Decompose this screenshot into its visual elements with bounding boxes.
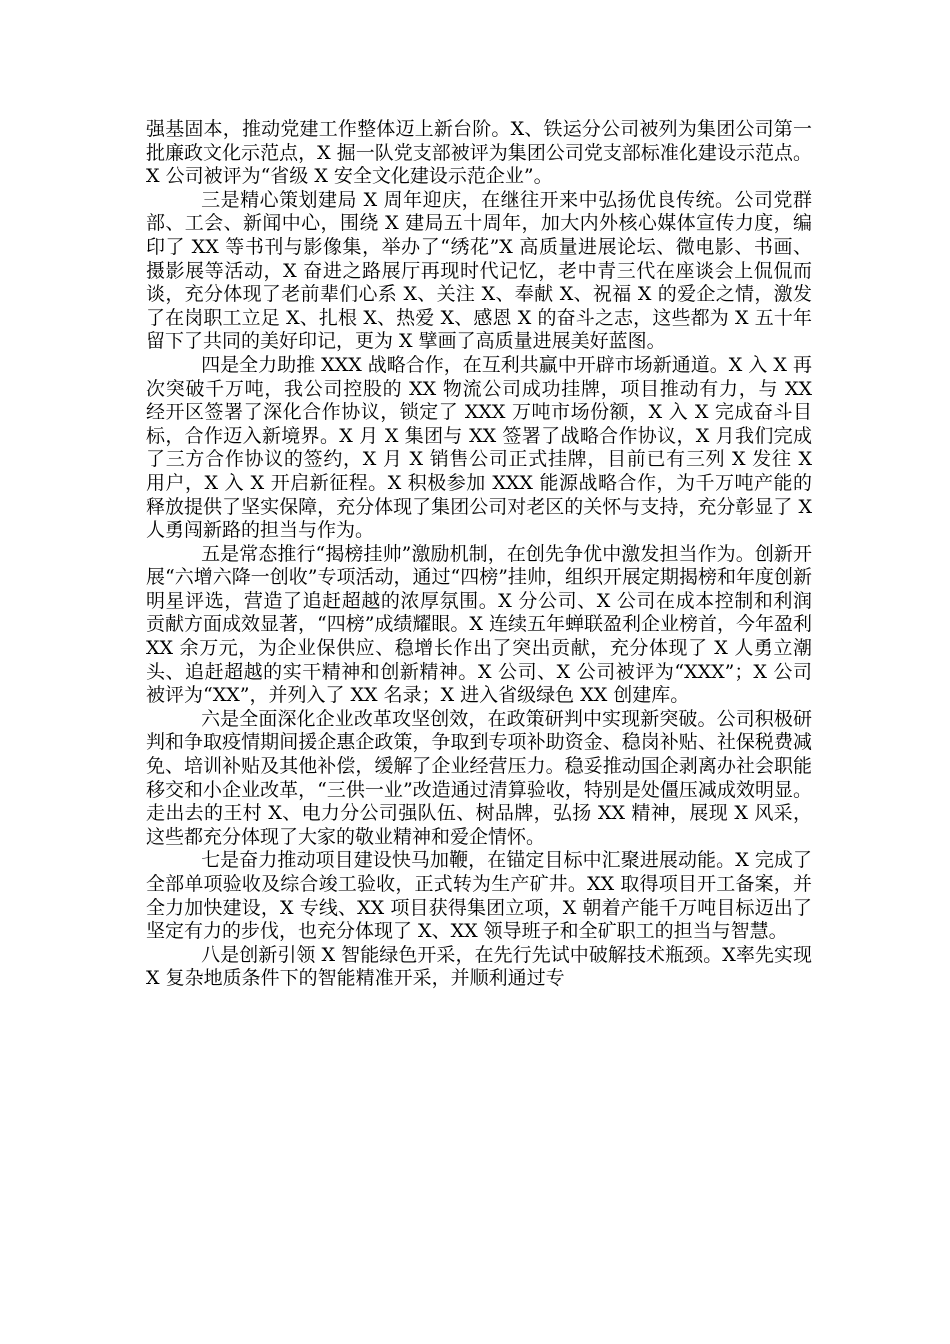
paragraph-anniversary: 三是精心策划建局 X 周年迎庆，在继往开来中弘扬优良传统。公司党群部、工会、新闻中心，围绕 X 建局五十周年，加大内外核心媒体宣传力度，编印了 XX 等书刊与影像集，举办了“绣花”X 高质量进展论坛、微电影、书画、摄影展等活动，X 奋进之路展厅再现时代记忆，老中青三代在座谈会上侃侃而谈，充分体现了老前辈们心系 X、关注 X、奉献 X、祝福 X 的爱企之情，激发了在岗职工立足 X、扎根 X、热爱 X、感恩 X 的奋斗之志，这些都为 X 五十年留下了共同的美好印记，更为 X 擘画了高质量进展美好蓝图。 bbox=[146, 188, 812, 353]
paragraph-party-building: 强基固本，推动党建工作整体迈上新台阶。X、铁运分公司被列为集团公司第一批廉政文化示范点，X 掘一队党支部被评为集团公司党支部标准化建设示范点。X 公司被评为“省级 X 安全文化建设示范企业”。 bbox=[146, 118, 812, 188]
document-body bbox=[146, 118, 812, 991]
paragraph-incentive-mechanism: 五是常态推行“揭榜挂帅”激励机制，在创先争优中激发担当作为。创新开展“六增六降一创收”专项活动，通过“四榜”挂帅，组织开展定期揭榜和年度创新明星评选，营造了追赶超越的浓厚氛围。X 分公司、X 公司在成本控制和利润贡献方面成效显著，“四榜”成绩耀眼。X 连续五年蝉联盈利企业榜首，今年盈利 XX 余万元，为企业保供应、稳增长作出了突出贡献，充分体现了 X 人勇立潮头、追赶超越的实干精神和创新精神。X 公司、X 公司被评为“XXX”；X 公司被评为“XX”，并列入了 XX 名录；X 进入省级绿色 XX 创建库。 bbox=[146, 542, 812, 707]
paragraph-intelligent-mining: 八是创新引领 X 智能绿色开采，在先行先试中破解技术瓶颈。X率先实现 X 复杂地质条件下的智能精准开采，并顺利通过专 bbox=[146, 943, 812, 990]
paragraph-enterprise-reform: 六是全面深化企业改革攻坚创效，在政策研判中实现新突破。公司积极研判和争取疫情期间援企惠企政策，争取到专项补助资金、稳岗补贴、社保税费减免、培训补贴及其他补偿，缓解了企业经营压力。稳妥推动国企剥离办社会职能移交和小企业改革，“三供一业”改造通过清算验收，特别是处僵压减成效明显。走出去的王村 X、电力分公司强队伍、树品牌，弘扬 XX 精神，展现 X 风采，这些都充分体现了大家的敬业精神和爱企情怀。 bbox=[146, 707, 812, 848]
paragraph-strategic-cooperation: 四是全力助推 XXX 战略合作，在互利共赢中开辟市场新通道。X 入 X 再次突破千万吨，我公司控股的 XX 物流公司成功挂牌，项目推动有力，与 XX 经开区签署了深化合作协议，锁定了 XXX 万吨市场份额，X 入 X 完成奋斗目标，合作迈入新境界。X 月 X 集团与 XX 签署了战略合作协议，X 月我们完成了三方合作协议的签约，X 月 X 销售公司正式挂牌，目前已有三列 X 发往 X 用户，X 入 X 开启新征程。X 积极参加 XXX 能源战略合作，为千万吨产能的释放提供了坚实保障，充分体现了集团公司对老区的关怀与支持，充分彰显了 X 人勇闯新路的担当与作为。 bbox=[146, 353, 812, 542]
paragraph-project-construction: 七是奋力推动项目建设快马加鞭，在锚定目标中汇聚进展动能。X 完成了全部单项验收及综合竣工验收，正式转为生产矿井。XX 取得项目开工备案，并全力加快建设，X 专线、XX 项目获得集团立项，X 朝着产能千万吨目标迈出了坚定有力的步伐，也充分体现了 X、XX 领导班子和全矿职工的担当与智慧。 bbox=[146, 849, 812, 943]
